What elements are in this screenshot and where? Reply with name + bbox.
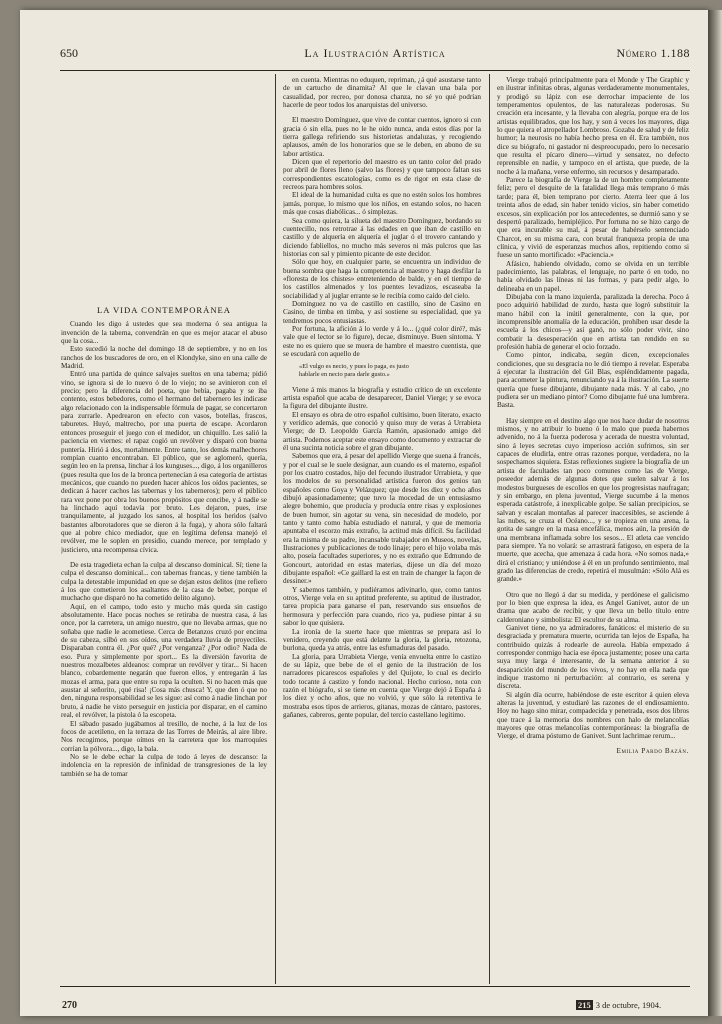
paragraph: Cuando les digo á ustedes que sea moderna ó sea antigua la invención de la taberna, convendrán en que es mejor atacar el abuso que la cosa... (61, 320, 267, 346)
author-signature: Emilia Pardo Bazán. (616, 746, 689, 755)
article-column-left (61, 306, 267, 982)
paragraph: Domínguez no va de castillo en castillo, sino de Casino en Casino, de timba en timba, y así sostiene su especialidad, que ya tendremos pocos entusiastas. (283, 299, 481, 325)
paragraph: Por fortuna, la afición á lo verde y á lo... (¿qué color diré?, más vale que el lector se lo figure), decae, disminuye. Buen síntoma. Y este no es quiero que se muera de hambre el maestro cuentista, que se escudará con aquello de (283, 324, 481, 358)
paragraph: Viene á mis manos la biografía y estudio crítico de un excelente artista español que acaba de desaparecer, Daniel Vierge; y se evoca la figura del dibujante ilustre. (283, 385, 481, 411)
stamp-badge: 215 (578, 1000, 591, 1010)
paragraph: El sábado pasado jugábamos al tresillo, de noche, á la luz de los focos de acetileno, en la terraza de las Torres de Meirás, al aire libre. Nos recogimos, porque oímos en la carretera que los marroquíes corrían la pólvora..., digo, la bala. (61, 719, 267, 753)
page-header (60, 44, 690, 66)
scan-stamp (576, 1000, 661, 1010)
paragraph: Como pintor, indicaba, según dicen, excepcionales condiciones, que su desgracia no le dió tiempo á revelar. Esperaba á ejecutar la ilustración del Gil Blas, espléndidamente pagada, para acometer la pintura, renunciando ya á la ilustración. La suerte quería que fuese dibujante, dibujante nada más. Y al cabo, ¿no pudiera ser un mediano pintor? Como dibujante fué una lumbrera. Basta. (497, 351, 689, 410)
paragraph: en cuenta. Mientras no eduquen, repriman, ¿á qué asustarse tanto de un cartucho de dinamita? Al que le clavan una bala por casualidad, por recreo, por donosa chanza, no sé yo qué podrían hacerle de peor todos los anarquistas del universo. (283, 76, 481, 110)
paragraph: El ideal de la humanidad culta es que no estén solos los hombres jamás, porque, lo mismo que los niños, en estando solos, no hacen más que cosas diabólicas... ó simplezas. (283, 191, 481, 217)
section-title: LA VIDA CONTEMPORÁNEA (97, 306, 231, 315)
paragraph: Dibujaba con la mano izquierda, paralizada la derecha. Poco á poco adquirió habilidad de zurdo, hasta que logró substituir la mano hábil con la inútil generalmente, con la que, por incomprensible anomalía de la educación, prohíben usar desde la escuela á los chicos—y así ganó, no sólo poder vivir, sino combatir la desesperación que en artista tan rendido en su profesión había de generar el ocio forzado. (497, 292, 689, 351)
magazine-title: La Ilustración Artística (304, 46, 446, 60)
stamp-date: 3 de octubre, 1904. (595, 1000, 662, 1010)
paragraph: Sabemos que era, á pesar del apellido Vierge que suena á francés, y por el cual se le suele designar, aun cuando es el materno, español por los cuatro costados, hijo del fecundo ilustrador Urrabieta, y que los modelos de su personalidad artística fueron dos genios tan españoles como Goya y Velázquez; que desde los diez y ocho años dibujó apasionadamente; que tuvo la mocedad de un entusiasmo alegre bohemio, que producía y producía entre risas y explosiones de buen humor, sin agotar su vena, sin necesidad de modelo, por tanto y tanto como había estudiado el natural, y que de memoria apuntaba el escorzo más extraño, la actitud más difícil. Su facilidad era la misma de su padre, incansable trabajador en Museos, novelas, Ilustraciones y publicaciones de todo linaje; pero el hijo volaba más alto, poseía facultades superiores, y no es extraño que Edmundo de Goncourt, autoridad en estas materias, dijese un día del mozo dibujante español: «Ce gaillard la est en train de changer la façon de dessiner.» (283, 452, 481, 586)
paragraph: Entró una partida de quince salvajes sueltos en una taberna; pidió vino, se ignora si de lo nuevo ó de lo viejo; no se avinieron con el precio; pero la diferencia del poeta, que bebía, pagaba y se iba contento, estos bebedores, como el hermano del tabernero les indicase algo relacionado con la indispensable fórmula de pagar, se concertaron para zurrarle. Apedrearon en efecto con vasos, botellas, frascos, taburetes. Huyó, maltrecho, por una puerta de escape. Acordaron entonces proseguir el juego con el medidor, un chiquillo. Les salió la paciencia en viernes: el rapaz cogió un revólver y disparó con buena puntería. Hirió á dos, mortalmente. Entre tanto, los demás malhechores rompían cuanto encontraban. El público, que se aglomeró, quería, según leo en la prensa, linchar á los kunguses..., digo, á los organilleros (pues resulta que los de la bronca pertenecían á esa categoría de artistas mecánicos, que cuando no pueden hacer ahícos los oídos pacientes, se dedican á hacer cachos las tabernas y los taberneros); pero el público rara vez pone por obra los buenos propósitos que concibe, y á nadie se ha linchado aquí todavía por bruto. Les dejaron, pues, irse tranquilamente, al juzgado los sanos, al hospital los heridos (salvo bastantes alborotadores que se dieron á la fuga), y ahora sólo faltará que al pobre chico mediador, que en legítima defensa manejó el revólver, me le soplen en presidio, cuando merece, por templado y justiciero, una recompensa cívica. (61, 370, 267, 554)
paragraph: Esto sucedió la noche del domingo 18 de septiembre, y no en los ranchos de los buscadores de oro, en el Klondyke, sino en una calle de Madrid. (61, 345, 267, 371)
article-column-middle (283, 76, 481, 982)
header-page-number: 650 (60, 46, 78, 60)
page-footer (60, 1000, 690, 1014)
paragraph: Dicen que el repertorio del maestro es un tanto color del prado por abril de flores lleno (salvo las flores) y que tampoco faltan sus correspondientes escatologías, como es de rigor en esta clase de recreos para hombres solos. (283, 158, 481, 192)
footer-page-number: 270 (62, 1000, 77, 1011)
paragraph: La ironía de la suerte hace que mientras se prepara así lo venidero, creyendo que está delante la gloria, la gloria, retozona, burlona, queda ya atrás, entre las esfumaduras del pasado. (283, 627, 481, 653)
paragraph: Afásico, habiendo olvidado, como se olvida en un terrible padecimiento, las palabras, el lenguaje, no parte ó en todo, no había olvidado las líneas ni las formas, y para pedir algo, lo delineaba en un papel. (497, 259, 689, 293)
paragraph: Hay siempre en el destino algo que nos hace dudar de nosotros mismos, y no atribuir lo bueno ó lo malo que pueda habernos advenido, no á la fuerza poderosa y acerada de nuestra voluntad, sino á leyes secretas cuyo imperioso acción sufrimos, sin ser capaces de eludirla, entre otras razones porque, verdadera, no la sospechamos siquiera. Estas reflexiones sugiere la biografía de un artista de facultades tan poco comunes como las de Vierge, poseedor además de algunas dotes que suelen salvar á los modestos burgueses de escollos en que los progresistas naufragan; y sin embargo, en plena juventud, Vierge sucumbe á la menos esperada catástrofe, á inexplicable golpe. Se salían precipicios, se salvan y escalan montañas al parecer inaccesibles, se asciende á las nubes, se cruza el Océano..., y se tropieza en una arena, la gotita de sangre en la masa encefálica, menos aún, la presión de una membrana inflamada sobre los sesos... El atleta cae vencido para siempre. Ya no volará: se arrastrará fatigoso, en espera de la muerte, que acecha, que amenaza á cada hora. «No somos nada,» dirá el cristiano; y uniéndose á él en un profundo sentimiento, mal grado las diferencias de credo, repetirá el musulmán: «Sólo Alá es grande.» (497, 416, 689, 584)
column-divider-1 (275, 74, 276, 984)
paragraph: El ensayo es obra de otro español cultísimo, buen literato, exacto y verídico además, que conoció y quiso muy de veras á Urrabieta Vierge; de D. Leopoldo García Ramón, apasionado amigo del artista. Podemos aceptar este ensayo como documento y extractar de él una sucinta noticia sobre el gran dibujante. (283, 410, 481, 452)
footer-rule (60, 986, 690, 987)
header-rule (60, 70, 690, 71)
paragraph: Aquí, en el campo, todo esto y mucho más queda sin castigo absolutamente. Hace pocas noches se retiraba de nuestra casa, á las once, por la carretera, un amigo nuestro, que no llevaba armas, que no soñaba que nadie le acometiese. Cerca de Betanzos cruzó por encima de su cabeza, silbó en sus oídos, una verdadera lluvia de proyectiles. Disparaban contra él. ¿Por qué? ¿Por venganza? ¿Por odio? Nada de eso. Pura y simplemente por sport... Es la diversión favorita de nuestros mozalbetes aldeanos: comprar un revólver y tirar... Si hacen blanco, cobardemente negarán que fueron ellos, y entregarán á las mozas el arma, para que entre su ropa la oculten. Si no hacen más que asustar al señorito, ¡qué risa! ¡Cosa más chusca! Y, que den ó que no den, ninguna responsabilidad se les sigue: así como á nadie linchan por bruto, á nadie he visto perseguir en justicia por disparar, en el camino real, el revólver, la pistola ó la escopeta. (61, 602, 267, 720)
paragraph: Ganivet tiene, no ya admiradores, fanáticos: el misterio de su desgraciada y prematura muerte, ocurrida tan lejos de España, ha contribuido quizás á rodearle de aureola. Había empezado á corresponder conmigo hacía ese época justamente; posee una carta suya muy larga é interesante, de la semana anterior á su desaparición del mundo de los vivos, y no hay en ella nada que indique trastorno ni perturbación: al contrario, es serena y discreta. (497, 624, 689, 691)
issue-number: Número 1.188 (616, 46, 690, 60)
paragraph: De esta tragedieta echan la culpa al descanso dominical. Sí; tiene la culpa el descanso dominical... con tabernas francas, y tiene también la culpa la detestable impunidad en que se dejan estos delitos (me refiero á los que cometieron los asaltantes de la casa de beber, porque el muchacho que disparó no ha cometido delito alguno). (61, 560, 267, 603)
paragraph: Sea como quiera, la silueta del maestro Domínguez, bordando su cuentecillo, nos retrotrae á las edades en que iban de castillo en castillo y de alquería en alquería el juglar ó el trovero cantando y diciendo fabliellos, no mucho más severos ni más pulcros que las historias con sal y pimiento picante de este decidor. (283, 216, 481, 258)
journal-page (20, 10, 708, 1016)
paragraph: El maestro Domínguez, que vive de contar cuentos, ignoro si con gracia ó sin ella, pues no le he oído nunca, anda estos días por la tierra gallega refiriendo sus historietas andaluzas, y recogiendo aplausos, amén de los honorarios que se le deben, en abono de su labor artística. (283, 116, 481, 158)
column-divider-2 (489, 74, 490, 984)
paragraph: Sólo que hoy, en cualquier parte, se encuentra un individuo de buena sombra que haga la competencia al maestro y haga desfilar la «floresta de los chistes» entreteniendo de balde, y en el tiempo de los castillos almenados y los puentes levadizos, escaseaba la sociabilidad y al juglar errante se le recibía como caído del cielo. (283, 258, 481, 300)
paragraph: «El vulgo es necio, y pues lo paga, es justo hablarle en necio para darle gusto.» (299, 363, 409, 378)
paragraph: Si algún día ocurre, habiéndose de este escritor á quien eleva alteras la juventud, y estudiaré las razones de el endiosamiento. Hoy no hago sino mirar, compadecida y penetrada, esos dos libros que trace á la memoria dos nombres con halo de melancolías mayores que otras melancolías contemporáneas: la biografía de Vierge, el drama póstumo de Ganivet. Sunt lachrimae rerum... (497, 690, 689, 741)
paragraph: Otro que no llegó á dar su medida, y perdónese el galicismo por lo bien que expresa la idea, es Angel Ganivet, autor de un drama que acabo de recibir, y que lleva un bello título entre calderoniano y simbolista: El escultor de su alma. (497, 590, 689, 624)
book-spine (708, 10, 722, 1016)
paragraph: Vierge trabajó principalmente para el Monde y The Graphic y en ilustrar infinitas obras, algunas verdaderamente monumentales, y prodigó su lápiz con ese derrochar impaciente de los temperamentos opulentos, de las naturalezas poderosas. Su creación era incesante, y la llevaba con alegría, porque era de los artistas equilibrados, que los hay, y son á veces los mayores, diga lo que quiera el atropellador Lombroso. Gozaba de salud y de feliz humor; la neurosis no había hecho presa en él. Era también, nos dice su biógrafo, ni gastador ni despreocupado, pero lo necesario que resulta el pícaro dinero—virtud y sensatez, no defecto reprensible en nadie, y tampoco en el artista, que puede, de la noche á la mañana, verse enfermo, sin recursos y desamparado. (497, 76, 689, 176)
paragraph: Y sabemos también, y pudiéramos adivinarlo, que, como tantos otros, Vierge vela en su aptitud preferente, su aptitud de ilustrador, tarea propicia para ganarse el pan, reservando sus ensueños de hermosura y perfección para cuando, rico ya, pudiese pintar á su sabor lo que quisiera. (283, 585, 481, 628)
paragraph: La gloria, para Urrabieta Vierge, venía envuelta entre lo castizo de su lápiz, que bebe de el el genio de la ilustración de los narradores picarescos españoles y del Quijote, lo cual es decirlo todo tocante á castizo y fondo nacional. Hecho curioso, nota con razón el biógrafo, si se tiene en cuenta que Vierge dejó á España á los diez y ocho años, que no volvió, y que sólo la retentiva le mostraba esos tipos de arrieros, gitanas, mozas de cántaro, pastores, gañanes, cabreros, gente popular, del tercio castellano legítimo. (283, 652, 481, 719)
paragraph: Parece la biografía de Vierge la de un hombre completamente feliz; pero el desquite de la fatalidad llega más temprano ó más tarde; para él, bien temprano por cierto. Aterra leer que á los treinta años de edad, sin haber tenido vicios, sin haber cometido excesos, sin explicación por los antecedentes, se durmió sano y se despertó paralizado, hemipléjico. Por fortuna no se hizo cargo de que era incurable su mal, á pesar de habérselo sentenciado Charcot, en su misma cara, con brutal franqueza propia de una clínica, y vivió de esperanzas muchos años, repitiendo como si fuese un santo mortificado: «Paciencia.» (497, 176, 689, 260)
article-column-right (497, 76, 689, 982)
paragraph: No se le debe echar la culpa de todo á leyes de descanso: la indolencia en la represión de infinidad de transgresiones de la ley también se ha de tomar (61, 752, 267, 778)
